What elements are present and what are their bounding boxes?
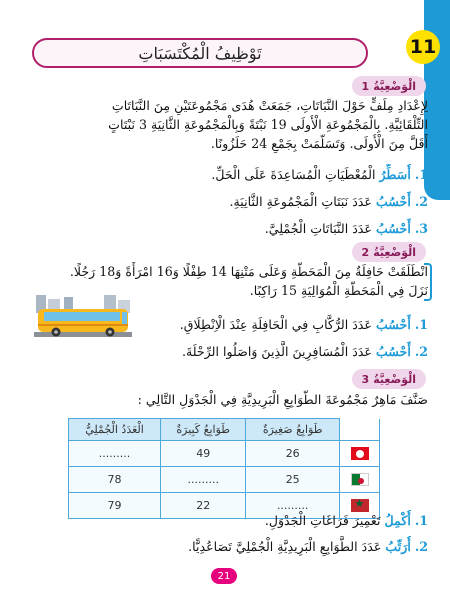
task-3-question-1 [30,510,428,532]
task-badge-number: 2 [361,245,370,259]
task-1-text-line: لِإِعْدَادِ مِلَفٍّ حَوْلَ النَّبَاتَاتِ، جَمَعَتْ هُدَى مَجْمُوعَتَيْنِ مِنَ النَّبَاتَاتِ [111,98,428,113]
question-number: 1. [414,167,428,182]
task-1-text-line: أَقَلَّ مِنَ الْأُولَى. وَتَسَلَّمَتْ بِجَمْعِ 24 حَلَزُونًا. [210,136,428,151]
task-2-text-line: انْطَلَقَتْ حَافِلَةٌ مِنَ الْمَحَطَّةِ وَعَلَى مَتْنِهَا 14 طِفْلًا وَ16 امْرَأَةً وَ18 رَجُلًا. [69,264,428,279]
task-3-text-line: صَنَّفَ مَاهِرٌ مَجْمُوعَةَ الطَّوَابِعِ الْبَرِيدِيَّةِ فِي الْجَدْوَلِ التَّالِي : [137,392,428,407]
table-flag-cell [340,467,380,493]
question-number: 2. [414,344,428,359]
question-verb: أَحْسُبُ [375,344,411,359]
question-verb: أُرَتِّبُ [385,539,411,554]
task-badge-3 [352,369,426,389]
table-cell-total: ......... [69,441,161,467]
page-number-badge: 11 [406,30,440,64]
table-header-empty [340,419,380,441]
task-1-text-line: التِّلْقَائِيَّةِ. بِالْمَجْمُوعَةِ الْأُولَى 19 نَبْتَةً وَبِالْمَجْمُوعَةِ الثَّانِيَةِ 3 نَبْتَاتٍ [108,117,428,132]
question-verb: أَحْسُبُ [375,194,411,209]
question-verb: أَحْسُبُ [375,317,411,332]
task-badge-1 [352,76,426,96]
question-number: 2. [414,539,428,554]
task-1-question-1 [30,164,428,186]
question-number: 2. [414,194,428,209]
table-row [69,467,380,493]
stamps-table [68,418,380,519]
task-badge-number: 3 [361,372,370,386]
task-badge-label: الْوَضْعِيَّةُ [373,79,416,93]
question-text: الْمُعْطَيَاتِ الْمُسَاعِدَةَ عَلَى الْحَلِّ. [211,167,380,182]
question-verb: أُسَطِّرُ [379,167,411,182]
question-text: عَدَدَ النَّبَاتَاتِ الْجُمْلِيَّ. [264,221,376,236]
task-1-question-2 [30,191,428,213]
table-cell-large: 49 [161,441,246,467]
table-flag-cell [340,441,380,467]
task-2-question-1 [140,314,428,336]
task-2-question-2 [30,341,428,363]
bus-icon [34,295,132,339]
table-cell-small: ......... [246,493,340,519]
task-badge-number: 1 [361,79,370,93]
task-badge-label: الْوَضْعِيَّةُ [373,372,416,386]
question-text: عَدَدَ نَبَتَاتِ الْمَجْمُوعَةِ الثَّانِيَةِ. [229,194,376,209]
question-text: تَعْمِيرَ فَرَاغَاتِ الْجَدْوَلِ. [264,513,385,528]
question-number: 1. [414,317,428,332]
question-verb: أُكْمِلُ [384,513,411,528]
table-cell-small: 26 [246,441,340,467]
table-cell-large: 22 [161,493,246,519]
table-cell-total: 78 [69,467,161,493]
table-header-large: طَوَابِعُ كَبِيرَةٌ [161,419,246,441]
table-header-row [69,419,380,441]
task-2-text-line: نَزَلَ فِي الْمَحَطَّةِ الْمُوَالِيَةِ 15 رَاكِبًا. [249,283,428,298]
question-verb: أَحْسُبُ [375,221,411,236]
question-text: عَدَدَ الرُّكَّابِ فِي الْحَافِلَةِ عِنْدَ الْاِنْطِلَاقِ. [179,317,376,332]
question-number: 3. [414,221,428,236]
flag-tn-icon [351,447,369,460]
question-text: عَدَدَ الطَّوَابِعِ الْبَرِيدِيَّةِ الْجُمْلِيَّ تَصَاعُدِيًّا. [188,539,386,554]
task-3-question-2 [30,536,428,558]
table-row [69,441,380,467]
footer-page-number: 21 [211,568,237,584]
question-number: 1. [414,513,428,528]
flag-dz-icon [351,473,369,486]
table-cell-small: 25 [246,467,340,493]
question-text: عَدَدَ الْمُسَافِرِينَ الَّذِينَ وَاصَلُوا الرِّحْلَةَ. [181,344,376,359]
table-cell-large: ......... [161,467,246,493]
task-badge-label: الْوَضْعِيَّةُ [373,245,416,259]
table-header-small: طَوَابِعُ صَغِيرَةٌ [246,419,340,441]
task-1-question-3 [30,218,428,240]
table-cell-total: 79 [69,493,161,519]
task-badge-2 [352,242,426,262]
page-title: تَوْظِيفُ الْمُكْتَسَبَاتِ [32,38,368,68]
table-header-total: الْعَدَدُ الْجُمْلِيُّ [69,419,161,441]
